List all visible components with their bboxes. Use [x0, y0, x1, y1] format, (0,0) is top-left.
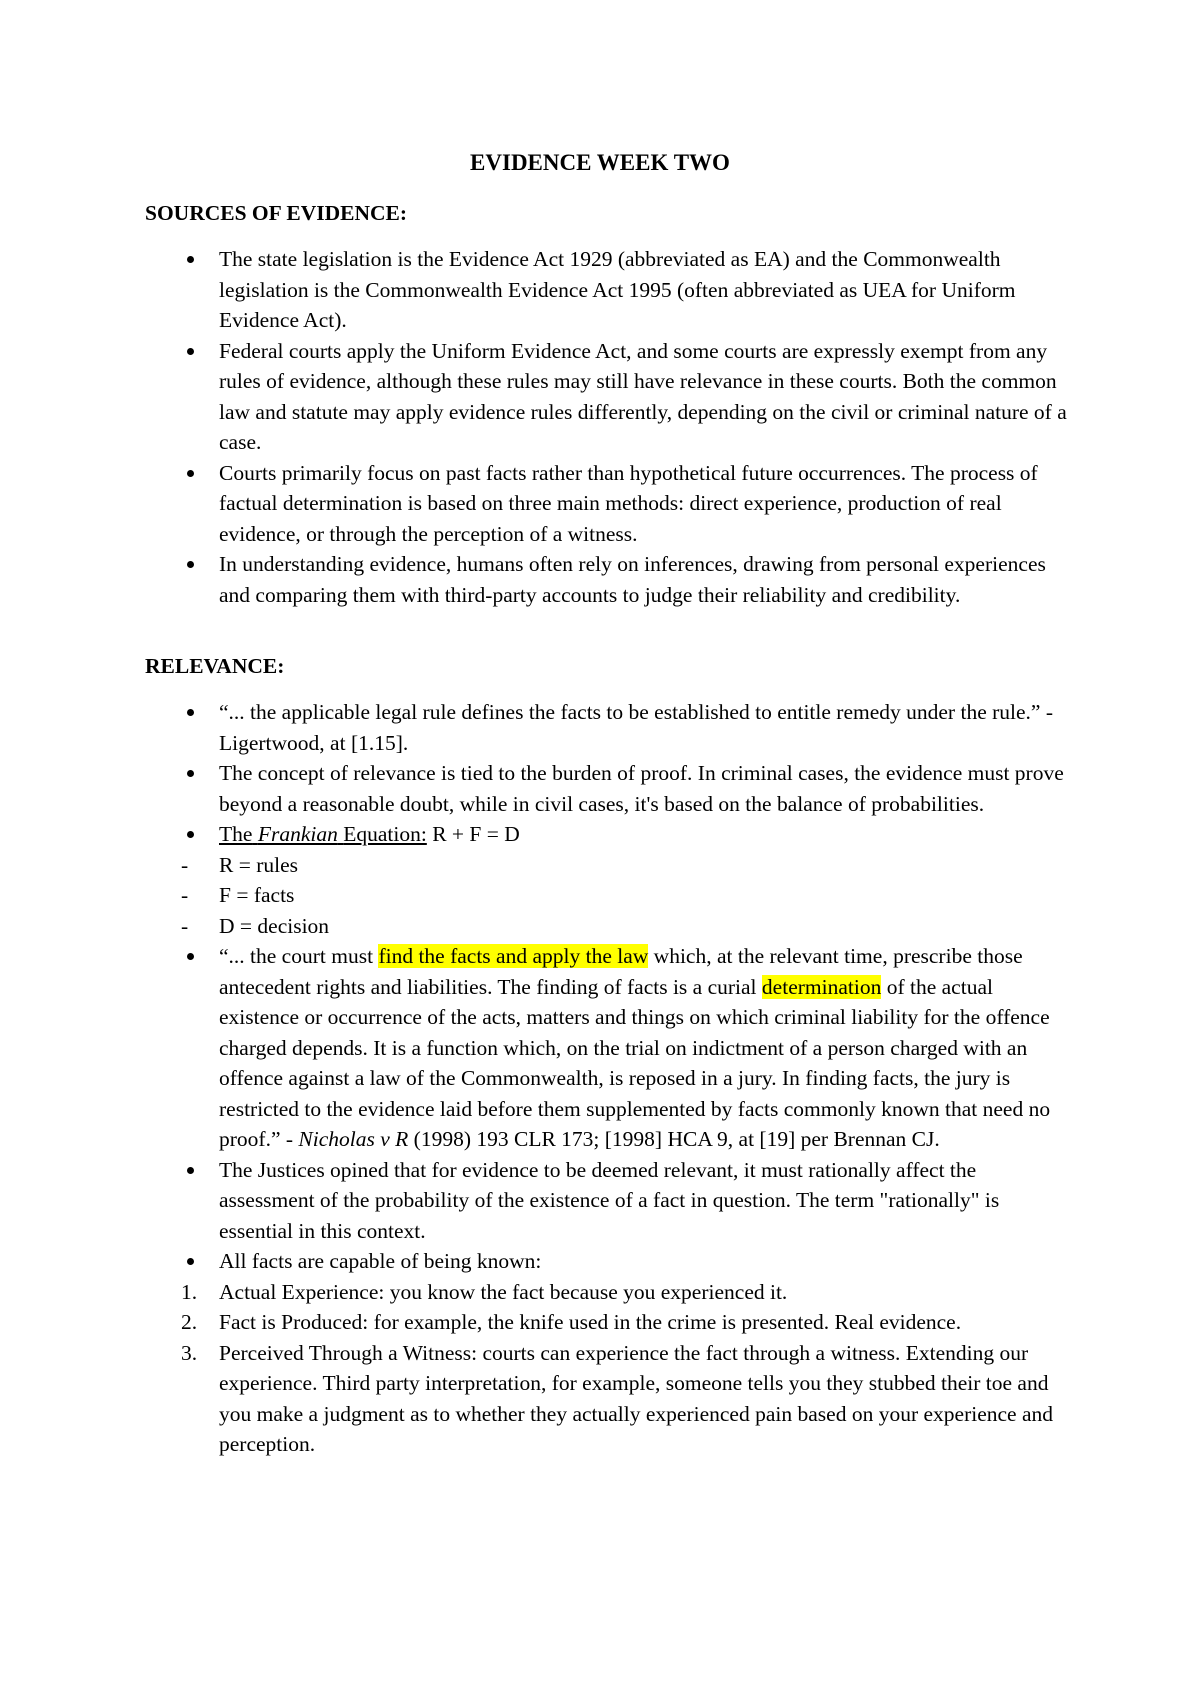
document-title: EVIDENCE WEEK TWO — [470, 150, 730, 175]
list-item — [181, 1338, 1075, 1460]
bullet-text: The concept of relevance is tied to the burden of proof. In criminal cases, the evidence must prove beyond a reasonable doubt, while in civil cases, it's based on the balance of probabilities. — [219, 761, 1064, 816]
list-item — [145, 758, 1075, 819]
relevance-list — [145, 697, 1075, 1460]
list-item — [145, 549, 1075, 610]
list-item — [145, 819, 1075, 941]
bullet-icon — [187, 709, 194, 716]
bullet-icon — [187, 1167, 194, 1174]
relevance-heading: RELEVANCE: — [145, 654, 285, 678]
frankian-label — [219, 822, 427, 846]
bullet-icon — [187, 348, 194, 355]
number-marker: 2. — [181, 1310, 198, 1334]
list-item — [181, 850, 1075, 881]
bullet-icon — [187, 256, 194, 263]
frankian-name: Frankian — [257, 822, 338, 846]
number-marker: 1. — [181, 1279, 198, 1304]
bullet-text: The state legislation is the Evidence Act 1929 (abbreviated as EA) and the Commonwealth legislation is the Commonwealth Evidence Act 1995 (often abbreviated as UEA for Uniform Evidence Act). — [219, 247, 1016, 332]
sources-heading: SOURCES OF EVIDENCE: — [145, 201, 408, 225]
list-item-text: Actual Experience: you know the fact because you experienced it. — [219, 1279, 788, 1304]
sources-list — [145, 244, 1075, 610]
list-item — [145, 458, 1075, 550]
frankian-definitions — [181, 850, 1075, 942]
ligertwood-quote: “... the applicable legal rule defines the facts to be established to entitle remedy under the rule.” - Ligertwood, at [1.15]. — [219, 700, 1053, 755]
bullet-icon — [187, 1258, 194, 1265]
dash-marker: - — [181, 852, 189, 877]
bullet-icon — [187, 953, 194, 960]
list-item — [181, 1307, 1075, 1338]
dash-marker: - — [181, 883, 189, 907]
list-item-text: Fact is Produced: for example, the knife used in the crime is presented. Real evidence. — [219, 1310, 962, 1334]
dash-marker: - — [181, 913, 189, 938]
bullet-text: In understanding evidence, humans often rely on inferences, drawing from personal experiences and comparing them with third-party accounts to judge their reliability and credibility. — [219, 552, 1046, 607]
quote-part: which, at the relevant time, prescribe those antecedent rights and liabilities. The finding of facts is a curial — [219, 944, 1023, 999]
bullet-icon — [187, 770, 194, 777]
frankian-equation-word: Equation: — [343, 822, 427, 846]
frankian-formula: R + F = D — [432, 822, 520, 846]
highlighted-text: determination — [761, 974, 882, 999]
list-item — [181, 911, 1075, 942]
quote-part: of the actual existence or occurrence of the acts, matters and things on which criminal liability for the offence charged depends. It is a function which, on the trial on indictment of a person charged with an offence against a law of the Commonwealth, is reposed in a jury. In finding facts, the jury is restricted to the evidence laid before them supplemented by facts commonly known that need no proof.” - — [219, 974, 1051, 1151]
case-name: Nicholas v R — [298, 1127, 409, 1151]
definition-text: F = facts — [219, 883, 295, 907]
bullet-text: Federal courts apply the Uniform Evidence Act, and some courts are expressly exempt from any rules of evidence, although these rules may still have relevance in these courts. Both the common law and statute may apply evidence rules differently, depending on the civil or criminal nature of a case. — [219, 338, 1067, 454]
list-item — [181, 1277, 1075, 1308]
list-item — [145, 697, 1075, 758]
highlighted-text: find the facts and apply the law — [378, 944, 649, 968]
nicholas-quote — [219, 944, 1050, 1151]
list-item — [181, 880, 1075, 911]
bullet-text: The Justices opined that for evidence to be deemed relevant, it must rationally affect the assessment of the probability of the existence of a fact in question. The term "rationally" is essential in this context. — [219, 1157, 1000, 1243]
bullet-text: All facts are capable of being known: — [219, 1249, 542, 1273]
list-item-text: Perceived Through a Witness: courts can experience the fact through a witness. Extending our experience. Third party interpretation, for example, someone tells you they stubbed their toe and you make a judgment as to whether they actually experienced pain based on your experience and perception. — [219, 1340, 1053, 1456]
bullet-icon — [187, 470, 194, 477]
citation: (1998) 193 CLR 173; [1998] HCA 9, at [19] per Brennan CJ. — [408, 1127, 940, 1151]
bullet-icon — [187, 561, 194, 568]
facts-known-list — [181, 1277, 1075, 1460]
definition-text: D = decision — [219, 913, 330, 938]
list-item — [145, 336, 1075, 458]
list-item — [145, 1155, 1075, 1247]
number-marker: 3. — [181, 1340, 198, 1365]
frankian-the: The — [219, 822, 253, 846]
bullet-icon — [187, 831, 194, 838]
list-item — [145, 244, 1075, 336]
definition-text: R = rules — [219, 852, 299, 877]
quote-part: “... the court must — [219, 944, 379, 968]
list-item — [145, 941, 1075, 1155]
bullet-text: Courts primarily focus on past facts rather than hypothetical future occurrences. The process of factual determination is based on three main methods: direct experience, production of real evidence, or through the perception of a witness. — [219, 460, 1038, 546]
list-item — [145, 1246, 1075, 1460]
